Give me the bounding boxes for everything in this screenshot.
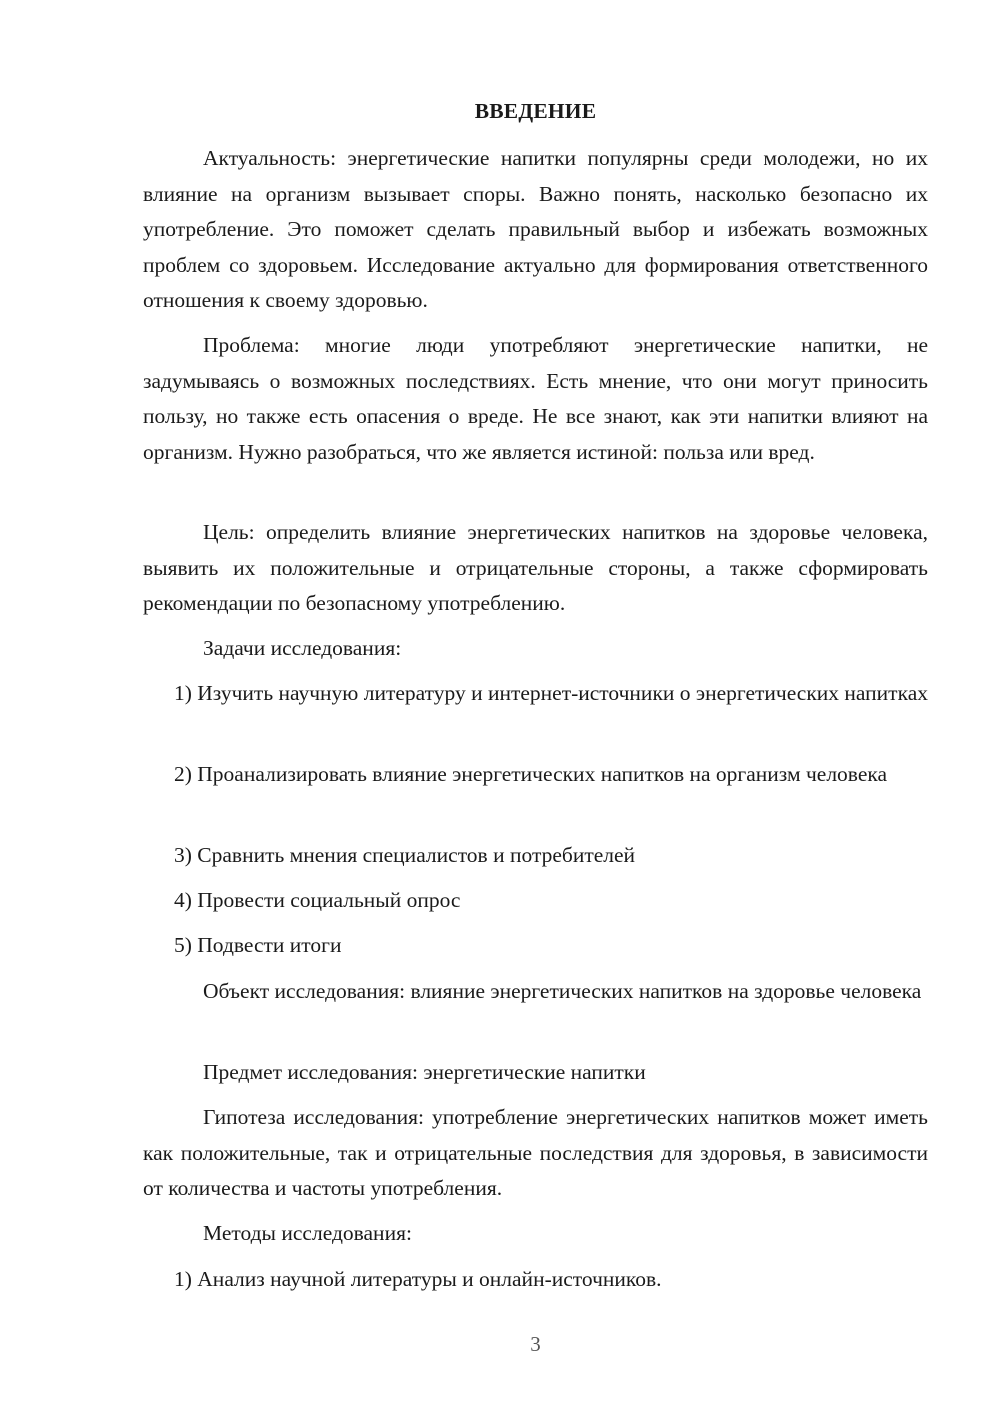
task-item-4: 4) Провести социальный опрос [174, 888, 461, 912]
section-heading: ВВЕДЕНИЕ [474, 99, 597, 123]
task-item-5: 5) Подвести итоги [174, 933, 342, 957]
subject-paragraph: Предмет исследования: энергетические напитки [203, 1060, 646, 1084]
method-item-1: 1) Анализ научной литературы и онлайн-источников. [174, 1267, 662, 1291]
relevance-paragraph: Актуальность: энергетические напитки популярны среди молодежи, но их влияние на организм вызывает споры. Важно понять, насколько безопасно их употребление. Это поможет сделать правильный выбор и избежать возможных проблем со здоровьем. Исследование актуально для формирования ответственного отношения к своему здоровью. [143, 146, 928, 312]
problem-paragraph: Проблема: многие люди употребляют энергетические напитки, не задумываясь о возможных последствиях. Есть мнение, что они могут приносить пользу, но также есть опасения о вреде. Не все знают, как эти напитки влияют на организм. Нужно разобраться, что же является истиной: польза или вред. [143, 333, 928, 464]
document-page [143, 0, 928, 1414]
hypothesis-paragraph: Гипотеза исследования: употребление энергетических напитков может иметь как положительные, так и отрицательные последствия для здоровья, в зависимости от количества и частоты употребления. [143, 1105, 928, 1200]
goal-paragraph: Цель: определить влияние энергетических напитков на здоровье человека, выявить их положительные и отрицательные стороны, а также сформировать рекомендации по безопасному употреблению. [143, 520, 928, 615]
task-item-1: 1) Изучить научную литературу и интернет-источники о энергетических напитках [174, 681, 928, 705]
page-number: 3 [530, 1332, 541, 1356]
task-item-3: 3) Сравнить мнения специалистов и потребителей [174, 843, 636, 867]
object-paragraph: Объект исследования: влияние энергетических напитков на здоровье человека [203, 979, 922, 1003]
task-item-2: 2) Проанализировать влияние энергетических напитков на организм человека [174, 762, 888, 786]
tasks-heading: Задачи исследования: [203, 636, 402, 660]
methods-heading: Методы исследования: [203, 1221, 412, 1245]
